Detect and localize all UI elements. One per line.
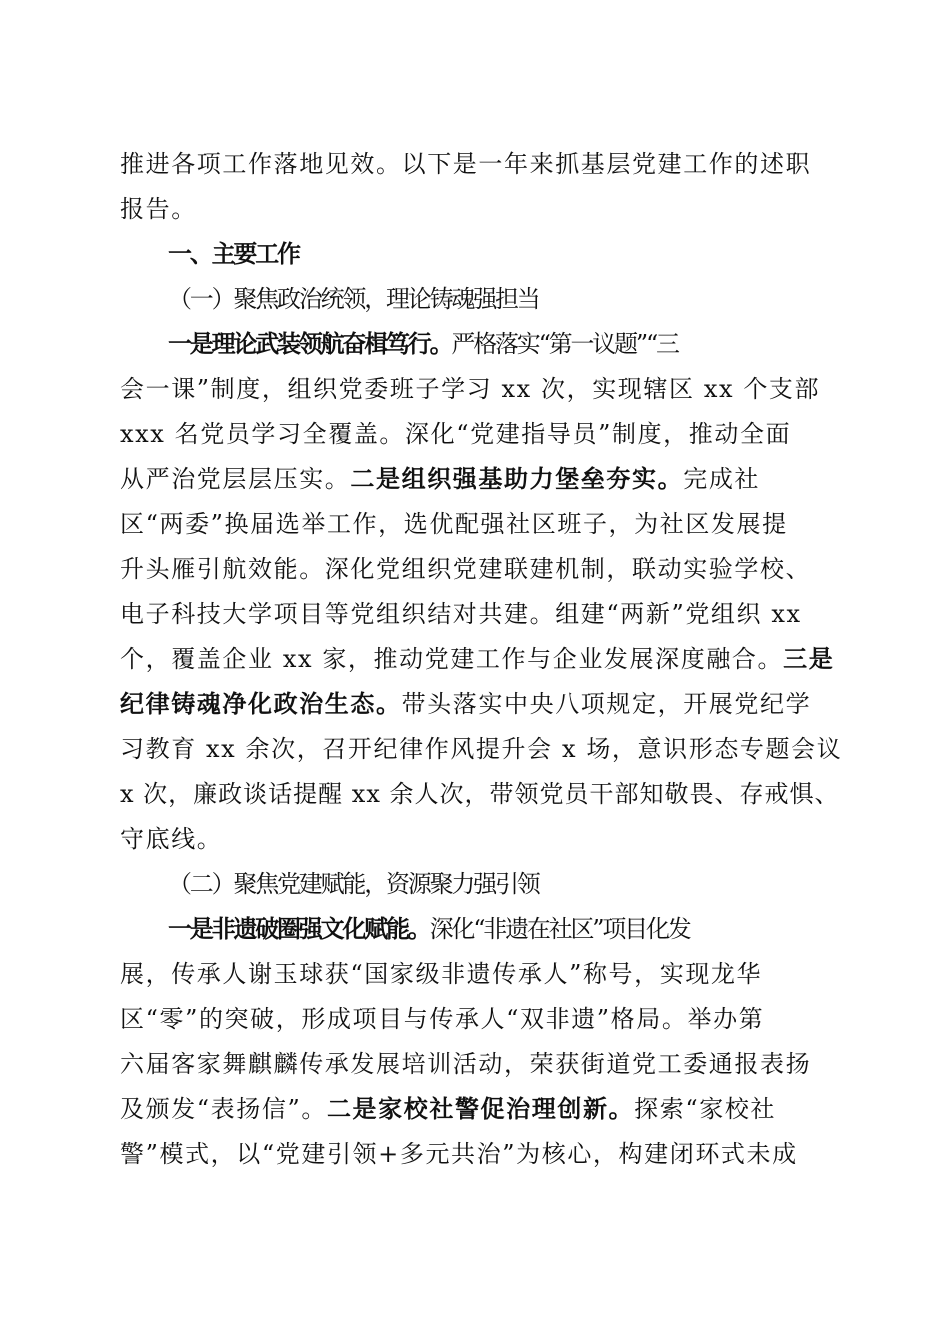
- subsection-heading-text: （一）聚焦政治统领，理论铸魂强担当: [168, 285, 539, 313]
- bold-lead-text: 三是: [783, 644, 835, 673]
- body-text: 升头雁引航效能。深化党组织党建联建机制，联动实验学校、: [120, 555, 812, 583]
- body-line: [120, 642, 840, 676]
- body-text: 区“两委”换届选举工作，选优配强社区班子，为社区发展提: [120, 510, 788, 538]
- body-text: 报告。: [120, 195, 197, 223]
- body-line: [120, 147, 840, 181]
- body-text: 会一课”制度，组织党委班子学习 xx 次，实现辖区 xx 个支部: [120, 375, 821, 403]
- body-text: x 次，廉政谈话提醒 xx 余人次，带领党员干部知敬畏、存戒惧、: [120, 780, 840, 808]
- body-text: 严格落实“第一议题”“三: [451, 330, 678, 358]
- body-text: 深化“非遗在社区”项目化发: [429, 915, 690, 943]
- body-text: 守底线。: [120, 825, 223, 853]
- body-text: 个，覆盖企业 xx 家，推动党建工作与企业发展深度融合。: [120, 645, 784, 673]
- bold-lead-text: 纪律铸魂净化政治生态。: [120, 689, 402, 718]
- bold-lead-text: 一是理论武装领航奋楫笃行。: [168, 329, 452, 358]
- body-line: [120, 1092, 840, 1126]
- body-line: [120, 462, 840, 496]
- subsection-heading: [168, 867, 888, 901]
- body-text: 从严治党层层压实。: [120, 465, 351, 493]
- body-text: 带头落实中央八项规定，开展党纪学: [401, 690, 812, 718]
- body-line: [120, 1047, 840, 1081]
- bold-lead-text: 二是家校社警促治理创新。: [326, 1094, 635, 1123]
- body-text: 警”模式，以“党建引领+多元共治”为核心，构建闭环式未成: [120, 1140, 798, 1168]
- body-line: [168, 912, 888, 946]
- body-text: 及颁发“表扬信”。: [120, 1095, 327, 1123]
- subsection-heading: [168, 282, 888, 316]
- body-text: 探索“家校社: [634, 1095, 777, 1123]
- body-text: 展，传承人谢玉球获“国家级非遗传承人”称号，实现龙华: [120, 960, 763, 988]
- body-line: [120, 1137, 840, 1171]
- body-text: 完成社: [683, 465, 761, 493]
- body-text: 区“零”的突破，形成项目与传承人“双非遗”格局。举办第: [120, 1005, 765, 1033]
- body-line: [120, 597, 840, 631]
- body-line: [168, 327, 888, 361]
- section-heading: [168, 237, 888, 271]
- body-text: 六届客家舞麒麟传承发展培训活动，荣获街道党工委通报表扬: [120, 1050, 812, 1078]
- body-line: [120, 552, 840, 586]
- body-line: [120, 372, 840, 406]
- body-line: [120, 507, 840, 541]
- body-text: 推进各项工作落地见效。以下是一年来抓基层党建工作的述职: [120, 150, 812, 178]
- body-line: [120, 957, 840, 991]
- body-line: [120, 777, 840, 811]
- body-line: [120, 732, 843, 766]
- body-line: [120, 1002, 840, 1036]
- subsection-heading-text: （二）聚焦党建赋能，资源聚力强引领: [168, 870, 539, 898]
- body-line: [120, 192, 840, 226]
- body-text: 电子科技大学项目等党组织结对共建。组建“两新”党组织 xx: [120, 600, 802, 628]
- body-line: [120, 687, 840, 721]
- body-text: xxx 名党员学习全覆盖。深化“党建指导员”制度，推动全面: [120, 420, 792, 448]
- body-text: 习教育 xx 余次，召开纪律作风提升会 x 场，意识形态专题会议: [120, 735, 843, 763]
- body-line: [120, 417, 840, 451]
- bold-lead-text: 一是非遗破圈强文化赋能。: [168, 914, 430, 943]
- body-line: [120, 822, 840, 856]
- section-heading-text: 一、主要工作: [168, 240, 299, 268]
- bold-lead-text: 二是组织强基助力堡垒夯实。: [350, 464, 684, 493]
